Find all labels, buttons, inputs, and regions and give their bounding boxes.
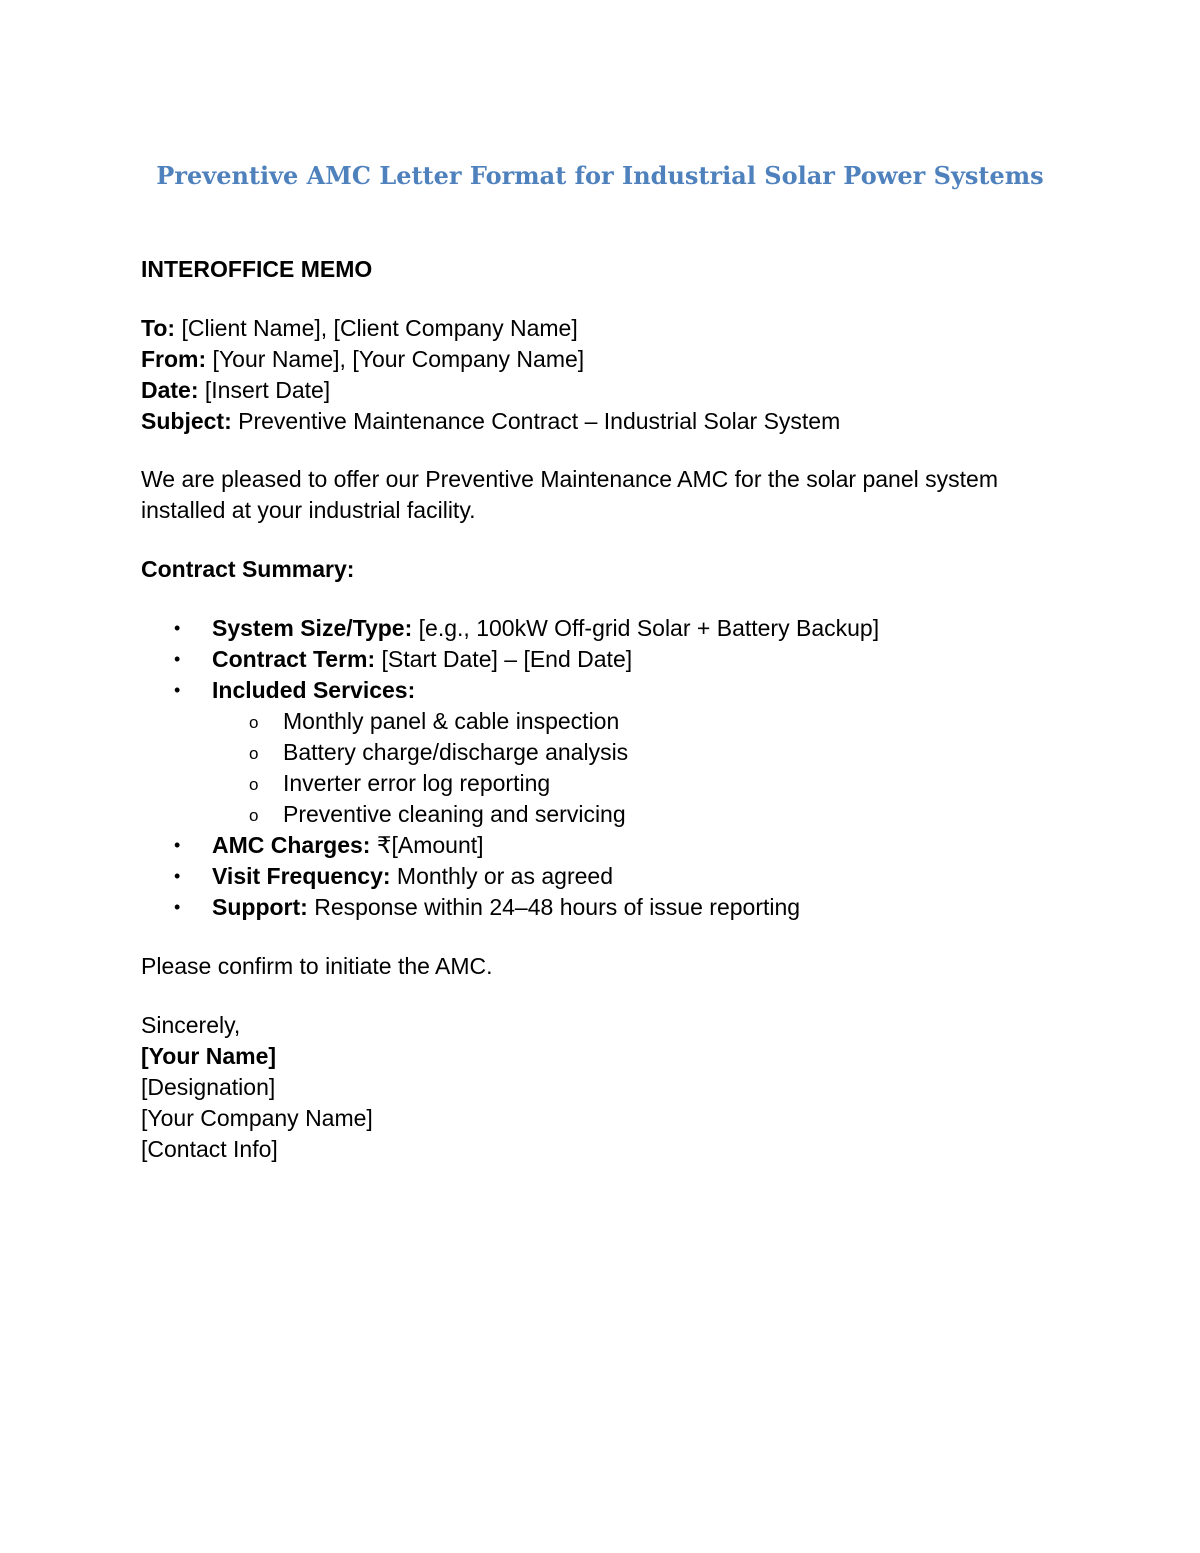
contract-term-label: Contract Term:: [212, 646, 376, 672]
signer-contact: [Contact Info]: [141, 1136, 278, 1162]
subject-line: [141, 406, 1081, 437]
service-item: [212, 706, 1081, 737]
circle-bullet-icon: o: [249, 713, 259, 732]
amc-charges-label: AMC Charges:: [212, 832, 371, 858]
list-item-contract-term: [141, 644, 1081, 675]
from-value: [Your Name], [Your Company Name]: [206, 346, 585, 372]
contract-term-value: [Start Date] – [End Date]: [375, 646, 633, 672]
list-item-included-services: [141, 675, 1081, 830]
signature-block: [141, 1010, 1081, 1165]
support-value: Response within 24–48 hours of issue reporting: [307, 894, 801, 920]
circle-bullet-icon: o: [249, 775, 259, 794]
system-size-label: System Size/Type:: [212, 615, 413, 641]
services-sublist: [212, 706, 1081, 830]
list-item-visit-frequency: [141, 861, 1081, 892]
bullet-icon: •: [174, 618, 181, 638]
contract-summary-heading: Contract Summary:: [141, 556, 355, 582]
to-line: [141, 313, 1081, 344]
to-label: To:: [141, 315, 176, 341]
visit-frequency-value: Monthly or as agreed: [390, 863, 613, 889]
circle-bullet-icon: o: [249, 806, 259, 825]
circle-bullet-icon: o: [249, 744, 259, 763]
system-size-value: [e.g., 100kW Off-grid Solar + Battery Backup]: [412, 615, 880, 641]
bullet-icon: •: [174, 897, 181, 917]
support-label: Support:: [212, 894, 308, 920]
bullet-icon: •: [174, 866, 181, 886]
list-item-system-size: [141, 613, 1081, 644]
salutation: Sincerely,: [141, 1012, 241, 1038]
bullet-icon: •: [174, 835, 181, 855]
contract-summary-list: [141, 613, 1081, 923]
service-text: Inverter error log reporting: [283, 770, 551, 796]
service-text: Monthly panel & cable inspection: [283, 708, 620, 734]
amc-charges-value: ₹[Amount]: [370, 832, 484, 858]
bullet-icon: •: [174, 649, 181, 669]
included-services-label: Included Services:: [212, 677, 416, 703]
subject-value: Preventive Maintenance Contract – Industrial Solar System: [231, 408, 841, 434]
service-item: [212, 768, 1081, 799]
signer-name: [Your Name]: [141, 1043, 277, 1069]
signer-company: [Your Company Name]: [141, 1105, 373, 1131]
list-item-amc-charges: [141, 830, 1081, 861]
to-value: [Client Name], [Client Company Name]: [175, 315, 578, 341]
memo-heading: INTEROFFICE MEMO: [141, 256, 373, 282]
from-line: [141, 344, 1081, 375]
service-text: Preventive cleaning and servicing: [283, 801, 626, 827]
visit-frequency-label: Visit Frequency:: [212, 863, 391, 889]
from-label: From:: [141, 346, 207, 372]
signer-designation: [Designation]: [141, 1074, 276, 1100]
service-text: Battery charge/discharge analysis: [283, 739, 629, 765]
date-value: [Insert Date]: [198, 377, 331, 403]
subject-label: Subject:: [141, 408, 232, 434]
date-line: [141, 375, 1081, 406]
service-item: [212, 737, 1081, 768]
list-item-support: [141, 892, 1081, 923]
service-item: [212, 799, 1081, 830]
closing-line: Please confirm to initiate the AMC.: [141, 953, 493, 979]
document-title: Preventive AMC Letter Format for Industrial Solar Power Systems: [156, 161, 1044, 190]
intro-paragraph: We are pleased to offer our Preventive Maintenance AMC for the solar panel system installed at your industrial facility.: [141, 466, 998, 523]
memo-header: [141, 313, 1081, 437]
bullet-icon: •: [174, 680, 181, 700]
date-label: Date:: [141, 377, 199, 403]
